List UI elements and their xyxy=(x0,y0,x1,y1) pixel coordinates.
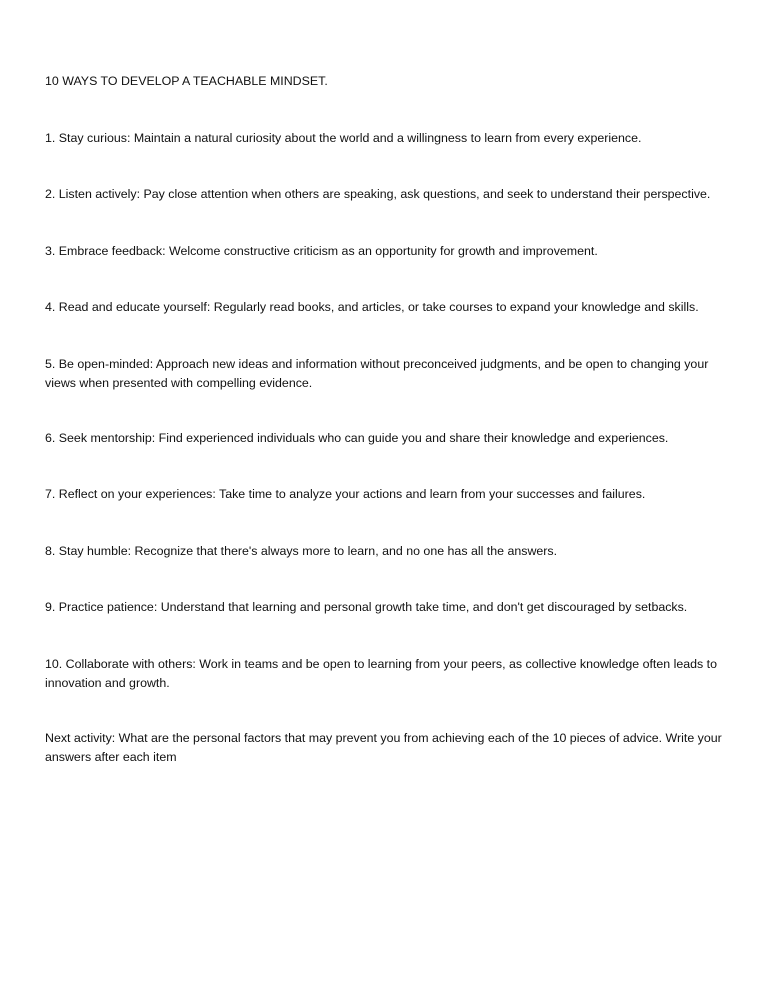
list-item-10: 10. Collaborate with others: Work in teams and be open to learning from your peers, as collective knowledge often leads to innovation and growth. xyxy=(45,657,717,690)
list-item-6: 6. Seek mentorship: Find experienced individuals who can guide you and share their knowledge and experiences. xyxy=(45,431,669,445)
list-item-1: 1. Stay curious: Maintain a natural curiosity about the world and a willingness to learn from every experience. xyxy=(45,131,642,145)
list-item-2: 2. Listen actively: Pay close attention when others are speaking, ask questions, and seek to understand their perspective. xyxy=(45,187,711,201)
list-item-7: 7. Reflect on your experiences: Take time to analyze your actions and learn from your successes and failures. xyxy=(45,487,646,501)
document-title: 10 WAYS TO DEVELOP A TEACHABLE MINDSET. xyxy=(45,74,328,88)
list-item-5: 5. Be open-minded: Approach new ideas and information without preconceived judgments, and be open to changing your views when presented with compelling evidence. xyxy=(45,357,709,390)
next-activity-text: Next activity: What are the personal factors that may prevent you from achieving each of the 10 pieces of advice. Write your answers after each item xyxy=(45,731,722,764)
list-item-9: 9. Practice patience: Understand that learning and personal growth take time, and don't get discouraged by setbacks. xyxy=(45,600,688,614)
list-item-8: 8. Stay humble: Recognize that there's always more to learn, and no one has all the answers. xyxy=(45,544,558,558)
list-item-3: 3. Embrace feedback: Welcome constructive criticism as an opportunity for growth and improvement. xyxy=(45,244,598,258)
list-item-4: 4. Read and educate yourself: Regularly read books, and articles, or take courses to expand your knowledge and skills. xyxy=(45,300,699,314)
